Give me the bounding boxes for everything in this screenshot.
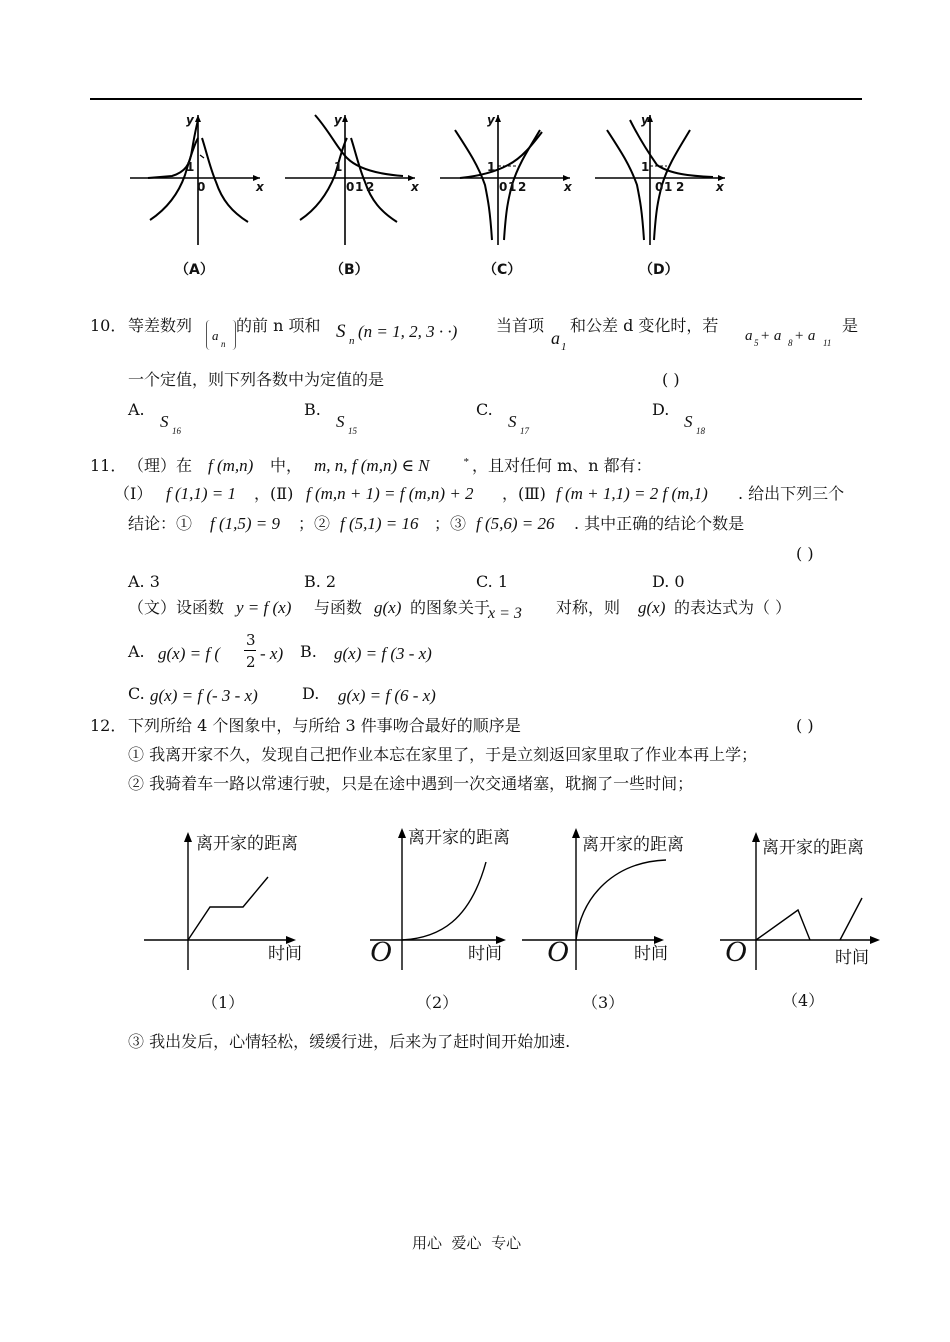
- q12-graph-4-caption: （4）: [782, 991, 825, 1010]
- header-rule: [90, 98, 862, 100]
- q11-number: 11．: [90, 456, 127, 475]
- q11-line1c: 中，: [270, 456, 303, 475]
- q11-line1f: ，且对任何 m、n 都有：: [472, 456, 652, 475]
- q11-option-a: A. 3: [128, 572, 160, 591]
- q10-a1: a: [551, 328, 560, 348]
- graph-d-caption: （D）: [639, 262, 679, 278]
- q11-opt-b-expr: g(x) = f (3 - x): [334, 644, 432, 663]
- q10-text4: 和公差 d 变化时，若: [570, 316, 719, 335]
- graph-b-y-label: y: [334, 113, 342, 127]
- graph-a-x-label: x: [256, 180, 264, 194]
- q10-text1: 等差数列: [128, 316, 193, 335]
- q11-line1a: （理）在: [128, 456, 193, 475]
- q10-option-d-s: S: [684, 412, 693, 431]
- q11-line3a: 结论：①: [128, 514, 193, 533]
- q11-line2c: ，(Ⅱ): [254, 484, 294, 503]
- graph-c-zero: 0: [499, 180, 508, 194]
- q12-graph-4-ylabel: 离开家的距离: [762, 838, 864, 858]
- graph-d-one: 1: [641, 160, 650, 174]
- graph-c-caption: （C）: [483, 262, 522, 278]
- q11-wen-d: g(x): [374, 598, 402, 617]
- graph-c-y-label: y: [487, 113, 495, 127]
- q12-text: 下列所给 4 个图象中，与所给 3 件事吻合最好的顺序是: [128, 716, 521, 735]
- q11-opt-c-expr: g(x) = f (- 3 - x): [150, 686, 258, 705]
- graph-a-y-label: y: [186, 113, 194, 127]
- q10-sum: S: [336, 321, 346, 342]
- q11-line2a: （Ⅰ）: [114, 484, 153, 503]
- q11-line1b: f (m,n): [208, 456, 254, 475]
- q11-option-d: D. 0: [652, 572, 685, 591]
- q10-number: 10．: [90, 316, 127, 335]
- q12-item-2: ② 我骑着车一路以常速行驶，只是在途中遇到一次交通堵塞，耽搁了一些时间；: [128, 774, 694, 793]
- graph-b-x-label: x: [411, 180, 419, 194]
- graph-c-x-label: x: [564, 180, 572, 194]
- q12-graph-3-origin: O: [547, 935, 569, 968]
- q11-wen-i: 的表达式为（ ）: [674, 598, 792, 617]
- q10-option-b-s: S: [336, 412, 345, 431]
- q11-line1e: *: [463, 456, 469, 468]
- q10-paren: ( ): [662, 370, 680, 389]
- q11-option-c: C. 1: [476, 572, 509, 591]
- q10-option-b-label: B.: [304, 400, 321, 419]
- graph-d-x-label: x: [716, 180, 724, 194]
- q11-wen-h: g(x): [638, 598, 666, 617]
- graph-d-tick-one: 1: [664, 180, 673, 194]
- graph-d-zero: 0: [655, 180, 664, 194]
- q10-option-d-sub: 18: [696, 426, 705, 436]
- graph-d-y-label: y: [641, 113, 649, 127]
- q10-seq: a: [212, 328, 219, 343]
- q12-graph-2-xlabel: 时间: [468, 944, 502, 964]
- q12-item-1: ① 我离开家不久，发现自己把作业本忘在家里了，于是立刻返回家里取了作业本再上学；: [128, 745, 758, 764]
- q12-graph-1-ylabel: 离开家的距离: [196, 834, 298, 854]
- q11-paren: ( ): [796, 544, 814, 563]
- q11-line1d: m, n, f (m,n) ∈ N: [314, 456, 430, 475]
- q12-graph-2-origin: O: [370, 935, 392, 968]
- q12-graph-4-origin: O: [725, 935, 747, 968]
- graph-a-zero: 0: [197, 180, 206, 194]
- q11-opt-a-label: A.: [128, 642, 145, 661]
- q12-graph-3-xlabel: 时间: [634, 944, 668, 964]
- q11-opt-a-num: 3: [246, 631, 256, 649]
- q10-option-b-sub: 15: [348, 426, 357, 436]
- q10-text2: 的前 n 项和: [236, 316, 321, 335]
- q11-line2d: f (m,n + 1) = f (m,n) + 2: [306, 484, 474, 503]
- q11-line3b: f (1,5) = 9: [210, 514, 281, 533]
- q11-opt-a-fraction-bar: [244, 650, 256, 651]
- q11-wen-g: 对称，则: [556, 598, 621, 617]
- q11-line3e: ；③: [434, 514, 467, 533]
- q10-option-c-label: C.: [476, 400, 493, 419]
- q11-wen-c: 与函数: [314, 598, 363, 617]
- q10-option-d-label: D.: [652, 400, 670, 419]
- q11-option-b: B. 2: [304, 572, 337, 591]
- q12-paren: ( ): [796, 716, 814, 735]
- q11-line2e: ，(Ⅲ): [502, 484, 546, 503]
- graph-d-tick-two: 2: [676, 180, 685, 194]
- q11-opt-b-label: B.: [300, 642, 317, 661]
- q10-option-c-sub: 17: [520, 426, 529, 436]
- graph-c-one: 1: [487, 160, 496, 174]
- q10-option-a-sub: 16: [172, 426, 181, 436]
- graph-b-zero: 0: [346, 180, 355, 194]
- q10-sum-sub: n: [349, 335, 355, 347]
- q12-graph-2-caption: （2）: [416, 993, 459, 1012]
- graph-a-one: 1: [186, 160, 195, 174]
- q10-expr-a11: + a: [794, 328, 816, 344]
- graph-b-one: 1: [334, 160, 343, 174]
- q10-seq-sub: n: [221, 339, 226, 349]
- q11-opt-a-lhs: g(x) = f (: [158, 644, 220, 663]
- q12-number: 12．: [90, 716, 127, 735]
- graph-b-tick-two: 2: [366, 180, 375, 194]
- graph-b-caption: （B）: [330, 262, 369, 278]
- q12-graph-2-ylabel: 离开家的距离: [408, 828, 510, 848]
- q11-wen-f: x = 3: [488, 605, 522, 622]
- q11-line3d: f (5,1) = 16: [340, 514, 419, 533]
- q10-expr-a8: + a: [760, 328, 782, 344]
- q10-sum-range: (n = 1, 2, 3 · ·): [358, 322, 458, 341]
- footer: 用心 爱心 专心: [412, 1234, 522, 1252]
- q10-option-a-label: A.: [128, 400, 145, 419]
- q11-line3c: ；②: [298, 514, 331, 533]
- q11-wen-a: （文）设函数: [128, 598, 225, 617]
- q11-line2f: f (m + 1,1) = 2 f (m,1): [556, 484, 708, 503]
- q11-opt-c-label: C.: [128, 684, 145, 703]
- q12-graph-3-ylabel: 离开家的距离: [582, 835, 684, 855]
- q11-line3f: f (5,6) = 26: [476, 514, 555, 533]
- q12-item-3: ③ 我出发后，心情轻松，缓缓行进，后来为了赶时间开始加速.: [128, 1032, 571, 1051]
- q12-graph-3-caption: （3）: [582, 993, 625, 1012]
- graph-c-tick-one: 1: [508, 180, 517, 194]
- q10-option-a-s: S: [160, 412, 169, 431]
- q10-expr-11: 11: [823, 338, 832, 348]
- q10-text3: 当首项: [496, 316, 545, 335]
- q10-expr-8: 8: [788, 338, 793, 348]
- q12-graph-1-xlabel: 时间: [268, 944, 302, 964]
- q11-line2b: f (1,1) = 1: [166, 484, 237, 503]
- q11-line3g: . 其中正确的结论个数是: [574, 514, 745, 533]
- q11-wen-e: 的图象关于: [410, 598, 491, 617]
- q10-option-c-s: S: [508, 412, 517, 431]
- q10-expr-a5: a: [745, 328, 753, 344]
- q10-a1-sub: 1: [561, 341, 567, 353]
- q12-graph-4-xlabel: 时间: [835, 948, 869, 968]
- q10-expr-5: 5: [754, 338, 759, 348]
- q11-opt-d-label: D.: [302, 684, 320, 703]
- q11-line2g: . 给出下列三个: [738, 484, 845, 503]
- q10-text5: 是: [842, 316, 859, 335]
- graph-b-tick-one: 1: [355, 180, 364, 194]
- graph-a-caption: （A）: [175, 262, 214, 278]
- q11-opt-a-den: 2: [246, 653, 256, 671]
- q12-graph-1-caption: （1）: [202, 993, 245, 1012]
- q11-opt-a-rhs: - x): [260, 644, 284, 663]
- graph-c-tick-two: 2: [518, 180, 527, 194]
- q11-opt-d-expr: g(x) = f (6 - x): [338, 686, 436, 705]
- q10-line2: 一个定值，则下列各数中为定值的是: [128, 370, 385, 389]
- q11-wen-b: y = f (x): [236, 598, 292, 617]
